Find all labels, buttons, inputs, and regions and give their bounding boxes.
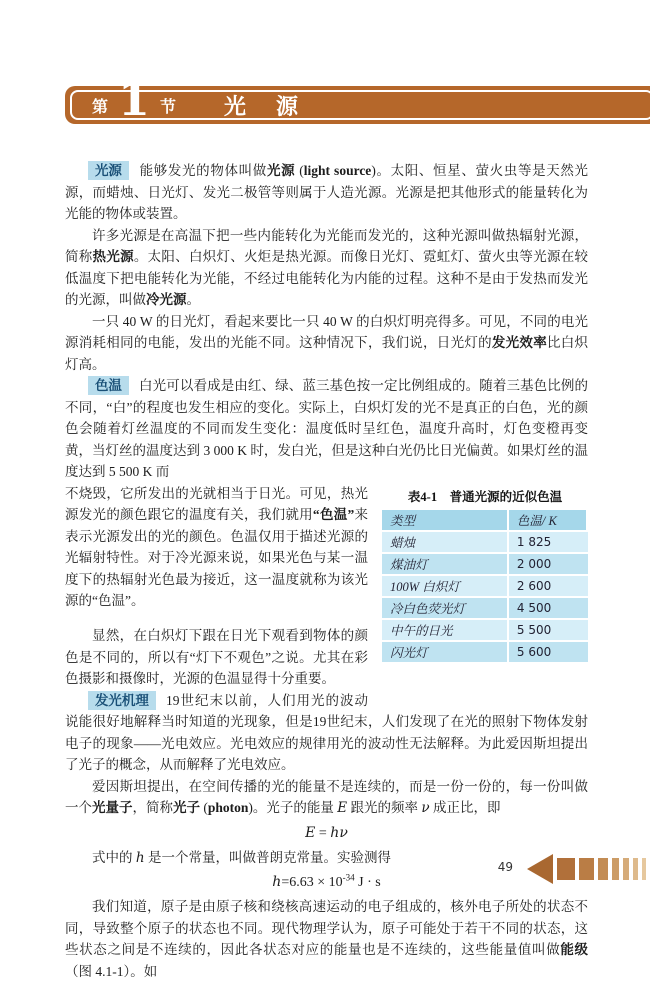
section-suffix: 节 <box>160 98 177 116</box>
section-banner <box>65 72 650 126</box>
table-row-daylight <box>382 620 588 642</box>
table-cell-type: 冷白色荧光灯 <box>382 598 509 620</box>
table-cell-value: 2 600 <box>509 576 588 598</box>
table-cell-value: 2 000 <box>509 554 588 576</box>
page-number: 49 <box>497 860 513 874</box>
light-source-text: 能够发光的物体叫做光源 (light source)。太阳、恒星、萤火虫等是天然光源，而蜡烛、日光灯、发光二极管等则属于人造光源。光源是把其他形式的能量转化为光能的物体或装置。 <box>65 163 589 221</box>
table-header-row <box>382 510 588 532</box>
page-content <box>65 160 588 982</box>
paragraph-thermal-sources: 许多光源是在高温下把一些内能转化为光能而发光的，这种光源叫做热辐射光源，简称热光源。太阳、白炽灯、火炬是热光源。而像日光灯、霓虹灯、萤火虫等光源在较低温度下把电能转化为光能，不经过电能转化为内能的过程。这种不是由于发热而发光的光源，叫做冷光源。 <box>65 227 589 307</box>
table-cell-value: 4 500 <box>509 598 588 620</box>
term-chip-emission-mechanism: 发光机理 <box>88 691 156 710</box>
paragraph-einstein-photon: 爱因斯坦提出，在空间传播的光的能量不是连续的，而是一份一份的，每一份叫做一个光量子，简称光子 (photon)。光子的能量 E 跟光的频率 ν 成正比，即 <box>65 778 588 816</box>
formula-photon-energy: E = hν <box>305 824 348 841</box>
table-cell-type: 100W 白炽灯 <box>382 576 509 598</box>
table-header-type: 类型 <box>382 510 509 532</box>
table-row-flash <box>382 642 588 664</box>
paragraph-luminous-efficiency: 一只 40 W 的日光灯，看起来要比一只 40 W 的白炽灯明亮得多。可见，不同的电光源消耗相同的电能，发出的光能不同。这种情况下，我们说，日光灯的发光效率比白炽灯高。 <box>65 313 589 372</box>
section-number: 1 <box>118 72 151 126</box>
formula-planck-value: $h=6.63 \times 10^{-34}$ J · s <box>272 872 381 890</box>
paragraph-planck-constant: 式中的 h 是一个常量，叫做普朗克常量。实验测得 <box>92 849 391 866</box>
section-prefix: 第 <box>92 98 109 116</box>
table-row-candle <box>382 532 588 554</box>
footer-arrow-icon <box>527 852 650 886</box>
table-header-temp: 色温/ K <box>509 510 588 532</box>
section-title: 光源 <box>224 93 329 119</box>
color-temperature-text-2: 不烧毁，它所发出的光就相当于日光。可见，热光源发光的颜色跟它的温度有关，我们就用“色温”来表示光源发出的光的颜色。色温仅用于描述光源的光辐射特性。对于冷光源来说，如果光色与某一温度下的热辐射光色最为接近，这一温度就称为该光源的“色温”。 <box>65 485 369 608</box>
banner-outline <box>70 90 650 120</box>
term-chip-light-source: 光源 <box>88 161 129 180</box>
table-cell-value: 5 600 <box>509 642 588 664</box>
paragraph-light-source <box>65 160 588 225</box>
table-row-fluorescent <box>382 598 588 620</box>
color-temperature-text-1: 白光可以看成是由红、绿、蓝三基色按一定比例组成的。随着三基色比例的不同，“白”的程度也发生相应的变化。实际上，白炽灯发的光不是真正的白色，光的颜色会随着灯丝温度的不同而发生变化：温度低时呈红色，温度升高时，灯色变橙再变黄，当灯丝的温度达到 3 000 K 时，发白光，但是这种白光仍比日光偏黄。如果灯丝的温度达到 5 500 K 而 <box>65 378 588 479</box>
emission-mechanism-text: 19世纪末以前，人们用光的波动说能很好地解释当时知道的光现象，但是19世纪末，人们发现了在光的照射下物体发射电子的现象——光电效应。光电效应的规律用光的波动性无法解释。为此爱因斯坦提出了光子的概念，从而解释了光电效应。 <box>65 692 588 772</box>
table-cell-type: 闪光灯 <box>382 642 509 664</box>
table-row-incandescent <box>382 576 588 598</box>
color-temp-table <box>382 510 588 664</box>
paragraph-emission-mechanism <box>65 690 588 776</box>
color-temperature-figure <box>382 487 588 664</box>
table-cell-value: 1 825 <box>509 532 588 554</box>
table-cell-type: 蜡烛 <box>382 532 509 554</box>
paragraph-color-observation: 显然，在白炽灯下跟在日光下观看到物体的颜色是不同的，所以有“灯下不观色”之说。尤其在彩色摄影和摄像时，光源的色温显得十分重要。 <box>65 628 368 686</box>
table-row-kerosene <box>382 554 588 576</box>
table-cell-value: 5 500 <box>509 620 588 642</box>
paragraph-energy-levels: 我们知道，原子是由原子核和绕核高速运动的电子组成的，核外电子所处的状态不同，导致整个原子的状态也不同。现代物理学认为，原子可能处于若干不同的状态，这些状态之间是不连续的，因此各状态对应的能量也是不连续的，这些能量值叫做能级（图 4.1-1）。如 <box>65 899 589 979</box>
table-cell-type: 中午的日光 <box>382 620 509 642</box>
paragraph-color-temperature <box>65 375 588 483</box>
table-caption: 表4-1 普通光源的近似色温 <box>407 489 563 504</box>
table-cell-type: 煤油灯 <box>382 554 509 576</box>
term-chip-color-temperature: 色温 <box>88 376 129 395</box>
